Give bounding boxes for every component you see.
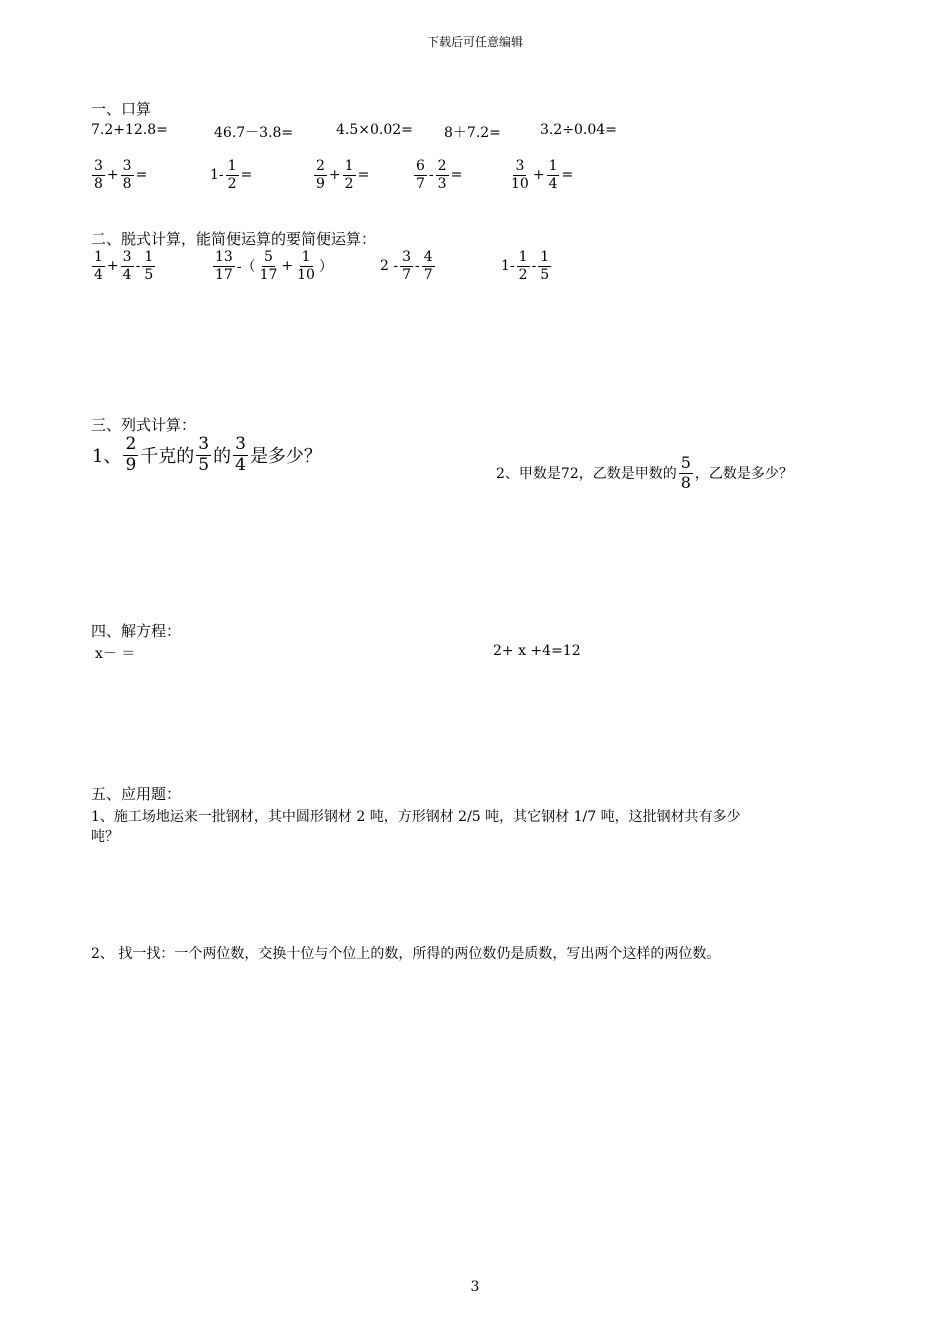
operator: -	[415, 258, 420, 275]
numerator: 5	[264, 249, 273, 265]
operator: +	[106, 167, 119, 184]
denominator: 4	[548, 175, 558, 192]
denominator: 17	[215, 266, 233, 283]
equation-2: 2+ x +4=12	[493, 643, 581, 659]
numerator: 6	[416, 158, 425, 174]
equals: =	[135, 167, 148, 184]
numerator: 1	[144, 249, 154, 265]
fraction-item-5	[508, 159, 574, 191]
equals: =	[357, 167, 370, 184]
close-paren: ）	[318, 259, 333, 276]
application-problem-1-line-1: 1、施工场地运来一批钢材，其中圆形钢材 2 吨，方形钢材 2/5 吨，其它钢材 1/7 吨，这批钢材共有多少	[91, 809, 741, 825]
oral-item-2: 46.7－3.8=	[214, 125, 294, 141]
oral-item-4: 8＋7.2=	[444, 125, 501, 141]
stepwise-expression-2	[212, 250, 334, 282]
page-number: 3	[470, 1279, 480, 1295]
denominator: 3	[437, 175, 447, 192]
numerator: 1	[540, 249, 550, 265]
operator: -	[428, 167, 434, 184]
numerator: 3	[235, 434, 246, 454]
denominator: 17	[259, 266, 278, 283]
text: 是多少？	[249, 446, 322, 468]
denominator: 9	[125, 454, 137, 475]
text: 的	[213, 446, 232, 468]
operator: 1-	[501, 258, 515, 275]
stepwise-expression-4	[500, 250, 552, 282]
numerator: 1	[227, 158, 237, 174]
numerator: 3	[122, 158, 132, 174]
numerator: 2	[437, 158, 447, 174]
word-problem-2	[495, 455, 794, 492]
text: 2、甲数是72，乙数是甲数的	[496, 466, 677, 483]
denominator: 4	[94, 266, 103, 283]
numerator: 3	[94, 158, 103, 174]
section-2-title: 二、脱式计算，能简便运算的要简便运算：	[91, 230, 377, 248]
oral-item-1: 7.2+12.8=	[91, 122, 168, 138]
equals: =	[561, 167, 574, 184]
section-4-title: 四、解方程：	[91, 622, 182, 640]
numerator: 1	[94, 249, 103, 265]
denominator: 10	[511, 175, 529, 192]
section-3-title: 三、列式计算：	[91, 416, 197, 434]
denominator: 4	[122, 266, 132, 283]
numerator: 2	[125, 434, 137, 454]
item-number: 1、	[92, 446, 122, 468]
fraction-item-3	[313, 159, 370, 191]
operator: +	[532, 167, 545, 184]
operator: -	[531, 258, 537, 275]
denominator: 10	[297, 266, 315, 283]
denominator: 8	[680, 472, 691, 492]
denominator: 2	[227, 175, 237, 192]
page-header: 下载后可任意编辑	[426, 35, 523, 49]
stepwise-expression-3	[379, 250, 436, 282]
text: ，乙数是多少？	[694, 466, 793, 483]
operator: +	[106, 258, 119, 275]
denominator: 8	[94, 175, 103, 192]
numerator: 4	[423, 249, 433, 265]
fraction-item-1	[91, 159, 148, 191]
numerator: 5	[680, 453, 691, 472]
numerator: 1	[344, 158, 354, 174]
operator: +	[328, 167, 341, 184]
operator: 2 -	[380, 258, 399, 275]
denominator: 5	[198, 454, 210, 475]
equals: =	[450, 167, 463, 184]
denominator: 8	[122, 175, 132, 192]
operator: -（	[236, 259, 256, 276]
denominator: 4	[235, 454, 246, 475]
oral-item-5: 3.2÷0.04=	[540, 122, 617, 138]
numerator: 3	[198, 434, 210, 454]
section-1-title: 一、口算	[91, 100, 152, 118]
text: 千克的	[140, 446, 195, 468]
numerator: 1	[548, 158, 558, 174]
numerator: 3	[122, 249, 132, 265]
application-problem-2: 2、 找一找：一个两位数，交换十位与个位上的数，所得的两位数仍是质数，写出两个这样的两位数。	[91, 946, 721, 962]
denominator: 2	[344, 175, 354, 192]
section-5-title: 五、应用题：	[91, 785, 182, 803]
operator: -	[135, 258, 141, 275]
numerator: 1	[301, 249, 311, 265]
numerator: 13	[215, 249, 233, 265]
denominator: 2	[518, 266, 528, 283]
word-problem-1	[91, 436, 323, 475]
numerator: 3	[402, 249, 412, 265]
denominator: 7	[402, 266, 412, 283]
oral-item-3: 4.5×0.02=	[336, 122, 413, 138]
equals: =	[240, 167, 253, 184]
fraction-item-4	[413, 159, 463, 191]
numerator: 3	[515, 158, 525, 174]
denominator: 7	[423, 266, 433, 283]
operator: 1-	[210, 167, 224, 184]
denominator: 5	[540, 266, 550, 283]
numerator: 2	[316, 158, 325, 174]
equation-1: x－ ＝	[95, 646, 136, 662]
operator: +	[281, 258, 294, 275]
denominator: 5	[144, 266, 154, 283]
denominator: 7	[416, 175, 425, 192]
application-problem-1-line-2: 吨？	[91, 829, 119, 845]
denominator: 9	[316, 175, 325, 192]
fraction-item-2	[209, 159, 253, 191]
numerator: 1	[518, 249, 528, 265]
stepwise-expression-1	[91, 250, 156, 282]
